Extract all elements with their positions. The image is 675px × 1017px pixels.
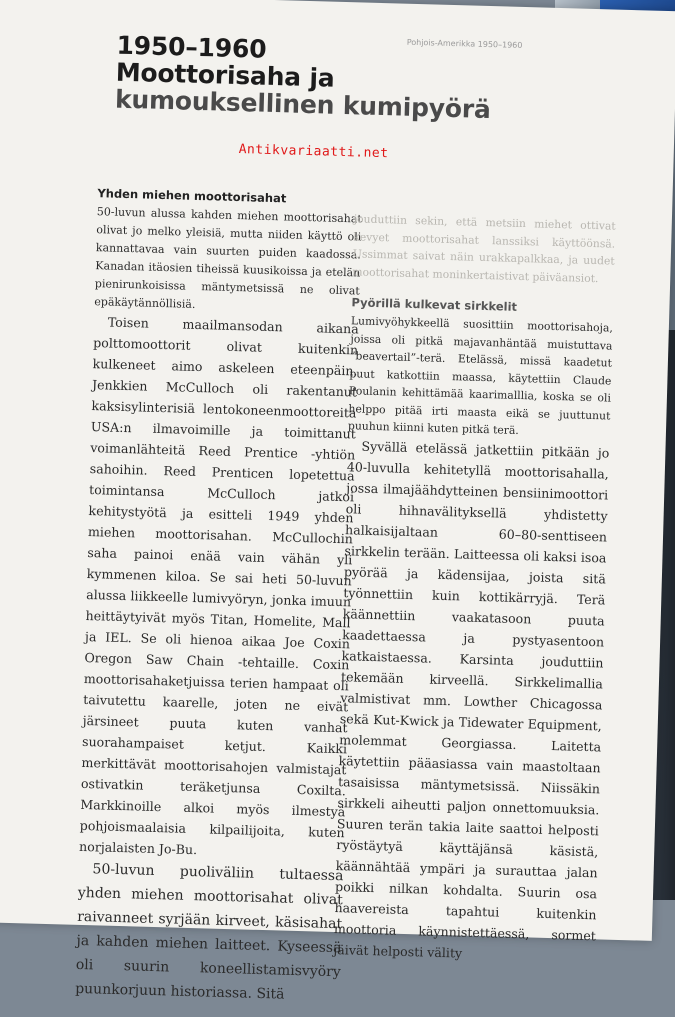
right-paragraph-1: Lumivyöhykkeellä suosittiin moottorisahoja, joissa oli pitkä majavanhäntää muistuttava ”beavertail”-terä. Etelässä, missä kaadetut puut katkottiin maassa, käytettiin Claude Poulanin kehittämää kaarimalllia, koska se oli helppo pitää irti maasta eikä se juuttunut puuhun kiinni kuten pitkä terä. [347,314,614,437]
right-ghost-text: jouduttiin sekin, että metsiin miehet ottivat kevyet moottorisahat lanssiksi käyttöönsä. Ussimmat saivat näin urakkapalkkaa, ja uudet moottorisahat moninkertaistivat päiväansiot. [352,212,616,285]
left-paragraph-2: Toisen maailmansodan aikana polttomoottorit olivat kuitenkin kulkeneet aimo askeleen eteenpäin. Jenkkien McCulloch oli rakentanut kaksisylinterisiä lentokoneenmoottoreita USA:n ilmavoimille ja toimittanut voimanlähteitä Reed Prentice -yhtiön sahoihin. Reed Prenticen lopetettua toimintansa McCulloch jatkoi kehitystyötä ja esitteli 1949 yhden miehen moottorisahan. McCullochin saha painoi enää vain vähän yli kymmenen kiloa. Se sai heti 50-luvun alussa liikkeelle lumivyöryn, jonka imuun heittäytyivät myös Titan, Homelite, Mall ja IEL. Se oli hienoa aikaa Joe Coxin Oregon Saw Chain -tehtaille. Coxin moottorisahaketjuissa terien hampaat oli taivutettu kaarelle, joten ne eivät järsineet puuta kuten vanhat suorahampaiset ketjut. Kaikki merkittävät moottorisahojen valmistajat ostivatkin teräketjunsa Coxilta. Markkinoille alkoi myös ilmestyä pohjoismaalaisia kilpailijoita, kuten norjalaisten Jo-Bu. [78,314,359,858]
left-paragraph-1: 50-luvun alussa kahden miehen moottorisahat olivat jo melko yleisiä, mutta niiden käyttö oli kannattavaa vain suurten puiden kaadossa. Kanadan itäosien tiheissä kuusikoissa ja etelän pienirunkoisissa mäntymetsissä ne olivat epäkäytännöllisiä. [94,205,362,311]
left-column [75,185,363,1008]
title-line-years: 1950–1960 [116,30,267,64]
right-column [333,210,616,967]
right-heading: Pyörillä kulkevat sirkkelit [351,295,518,314]
right-paragraph-2: Syvällä etelässä jatkettiin pitkään jo 40-luvulla kehitetyllä moottorisahalla, jossa ilmajäähdytteinen bensiinimoottori oli hihnavälityksellä yhdistetty halkaisijaltaan 60–80-senttiseen sirkkelin terään. Laitteessa oli kaksi isoa pyörää ja kädensijaa, joista sitä työnnettiin kuin kottikärryjä. Terä käännettiin vaakatasoon puuta kaadettaessa ja pystyasentoon katkaistaessa. Karsinta jouduttiin tekemään kirveellä. Sirkkelimallia valmistivat mm. Lowther Chicagossa sekä Kut-Kwick ja Tidewater Equipment, molemmat Georgiassa. Laitetta käytettiin pääasiassa vain maastoltaan tasaisissa mäntymetsissä. Niissäkin sirkkeli aiheutti paljon onnettomuuksia. Suuren terän takia laite saattoi helposti ryöstäytyä käyttäjänsä käsistä, käännähtää ympäri ja surauttaa jalan poikki nilkan kohdalta. Suurin osa haavereista tapahtui kuitenkin moottoria käynnistettäessä, sormet jäivät helposti välity [333,438,610,961]
title-line-2: Moottorisaha ja [115,57,335,93]
chapter-title [115,32,493,123]
running-head: Pohjois-Amerikka 1950–1960 [406,37,523,50]
watermark: Antikvariaatti.net [238,142,389,162]
title-line-3: kumouksellinen kumipyörä [114,84,492,125]
left-paragraph-3: 50-luvun puoliväliin tultaessa yhden miehen moottorisahat olivat raivanneet syrjään kirveet, käsisahat ja kahden miehen laitteet. Kyseessä oli suurin koneellistamisvyöry puunkorjuun historiassa. Sitä [74,861,344,1003]
left-heading: Yhden miehen moottorisahat [97,186,287,206]
